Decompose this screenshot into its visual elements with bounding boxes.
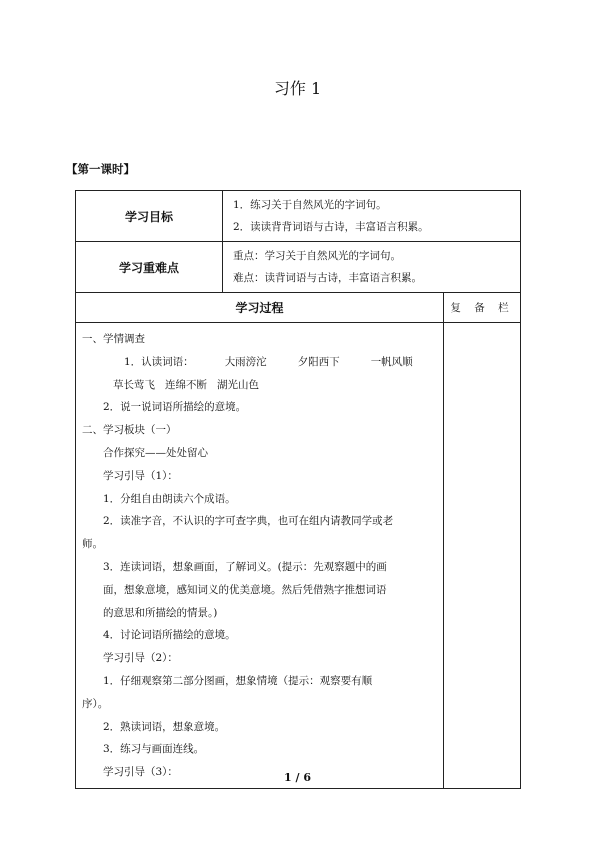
list-item-continued: 序）。 [82, 697, 109, 710]
list-item: 2．读准字音，不认识的字可查字典，也可在组内请教同学或老 [103, 515, 394, 528]
key-points-content [223, 242, 521, 293]
list-item: 2．说一说词语所描绘的意境。 [103, 401, 247, 414]
list-item: 3．连读词语，想象画面，了解词义。(提示：先观察题中的画 [103, 560, 387, 573]
guide-heading: 学习引导（1）： [103, 469, 178, 482]
vocab-word: 连绵不断 [165, 378, 207, 391]
list-item-continued: 面，想象意境，感知词义的优美意境。然后凭借熟字推想词语 [103, 583, 387, 596]
list-item: 1．分组自由朗读六个成语。 [103, 492, 236, 505]
goal-line: 1．练习关于自然风光的字词句。 [233, 199, 387, 211]
review-column-header: 复 备 栏 [444, 293, 521, 323]
vocab-word: 夕阳西下 [297, 355, 340, 368]
list-item: 2．熟读词语，想象意境。 [103, 720, 226, 733]
list-item: 4．讨论词语所描绘的意境。 [103, 629, 236, 642]
guide-heading: 学习引导（2）： [103, 652, 178, 665]
process-header: 学习过程 [76, 293, 444, 323]
vocab-word: 草长莺飞 [113, 378, 155, 391]
vocab-row [82, 374, 437, 397]
goal-line: 2．读读背背词语与古诗，丰富语言积累。 [233, 221, 429, 233]
key-point-line: 难点：读背词语与古诗，丰富语言积累。 [233, 272, 422, 284]
lesson-section-label: 【第一课时】 [66, 162, 135, 176]
item-prefix: 1．认读词语： [124, 355, 194, 368]
vocab-word: 一帆风顺 [370, 355, 413, 368]
subheading: 合作探究——处处留心 [103, 446, 208, 459]
list-item [82, 351, 437, 374]
section-heading: 一、学情调查 [82, 333, 145, 345]
lesson-plan-table [75, 190, 521, 789]
process-content [76, 323, 444, 789]
vocab-word: 大雨滂沱 [224, 355, 267, 368]
vocab-word: 湖光山色 [217, 378, 259, 391]
page-number: 1 / 6 [284, 771, 311, 784]
key-point-line: 重点：学习关于自然风光的字词句。 [233, 250, 401, 262]
goal-label: 学习目标 [76, 191, 223, 242]
list-item-continued: 师。 [82, 538, 103, 551]
list-item: 3．练习与画面连线。 [103, 743, 205, 756]
list-item: 1．仔细观察第二部分图画，想象情境（提示：观察要有顺 [103, 674, 373, 687]
key-points-label: 学习重难点 [76, 242, 223, 293]
review-column [444, 323, 521, 789]
list-item-continued: 的意思和所描绘的情景。) [103, 606, 218, 619]
page-title: 习作 1 [273, 79, 322, 98]
goal-content [223, 191, 521, 242]
guide-heading: 学习引导（3）： [103, 766, 178, 779]
section-heading: 二、学习板块（一） [82, 424, 177, 437]
